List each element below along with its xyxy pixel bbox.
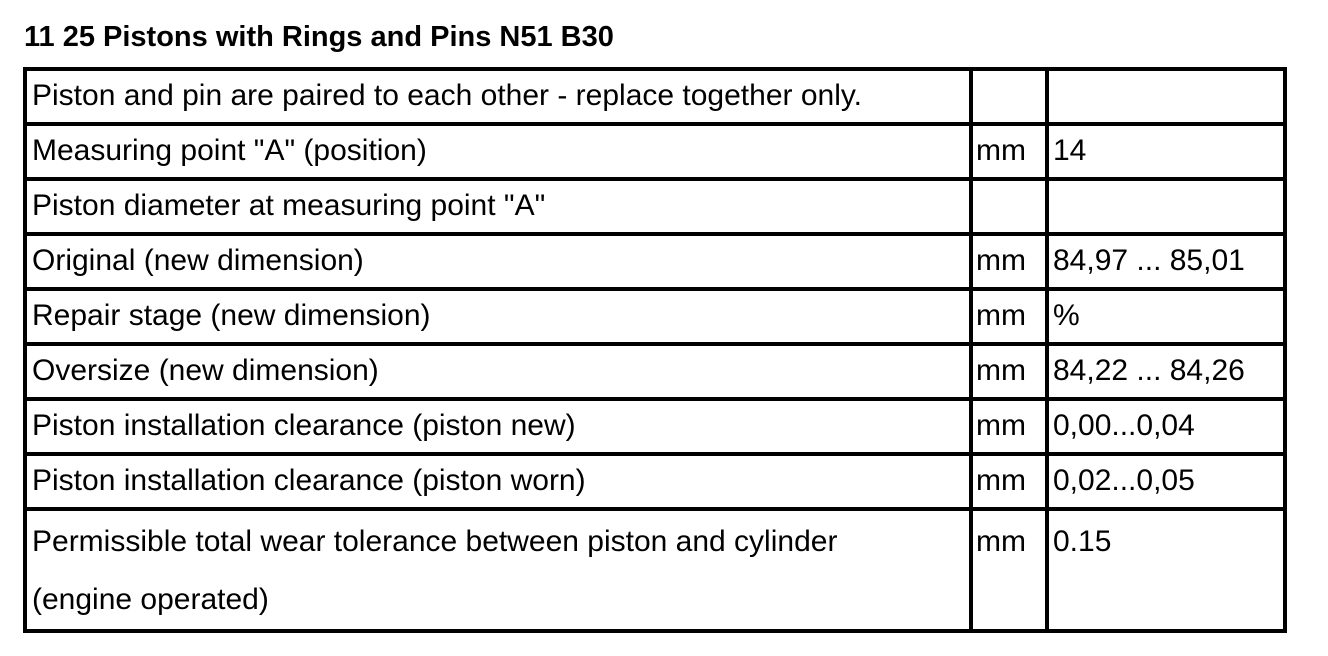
- spec-table: [23, 67, 1287, 633]
- row-unit: mm: [971, 124, 1047, 179]
- row-value: %: [1047, 289, 1285, 344]
- row-unit: mm: [971, 509, 1047, 631]
- table-row: [25, 124, 1285, 179]
- table-row: [25, 289, 1285, 344]
- row-description: Original (new dimension): [25, 234, 971, 289]
- row-value: 0.15: [1047, 509, 1285, 631]
- row-description: Measuring point "A" (position): [25, 124, 971, 179]
- table-row: [25, 69, 1285, 124]
- row-unit: [971, 69, 1047, 124]
- table-row: [25, 509, 1285, 631]
- row-value: 84,97 ... 85,01: [1047, 234, 1285, 289]
- table-row: [25, 344, 1285, 399]
- row-unit: mm: [971, 234, 1047, 289]
- row-value: [1047, 179, 1285, 234]
- row-description-line-1: Permissible total wear tolerance between piston and cylinder: [32, 525, 838, 558]
- row-description: Piston and pin are paired to each other - replace together only.: [25, 69, 971, 124]
- page-title: 11 25 Pistons with Rings and Pins N51 B30: [24, 21, 614, 53]
- row-value: 0,00...0,04: [1047, 399, 1285, 454]
- row-value: 84,22 ... 84,26: [1047, 344, 1285, 399]
- row-value: 14: [1047, 124, 1285, 179]
- row-unit: mm: [971, 344, 1047, 399]
- table-row: [25, 399, 1285, 454]
- row-description: Repair stage (new dimension): [25, 289, 971, 344]
- row-value: [1047, 69, 1285, 124]
- row-unit: mm: [971, 454, 1047, 509]
- row-unit: mm: [971, 289, 1047, 344]
- row-description: Piston diameter at measuring point "A": [25, 179, 971, 234]
- table-row: [25, 234, 1285, 289]
- row-description: Piston installation clearance (piston worn): [25, 454, 971, 509]
- table-row: [25, 179, 1285, 234]
- row-description: Piston installation clearance (piston new): [25, 399, 971, 454]
- row-description: [25, 509, 971, 631]
- row-value: 0,02...0,05: [1047, 454, 1285, 509]
- row-description: Oversize (new dimension): [25, 344, 971, 399]
- row-unit: [971, 179, 1047, 234]
- row-unit: mm: [971, 399, 1047, 454]
- row-description-line-2: (engine operated): [32, 583, 269, 616]
- table-row: [25, 454, 1285, 509]
